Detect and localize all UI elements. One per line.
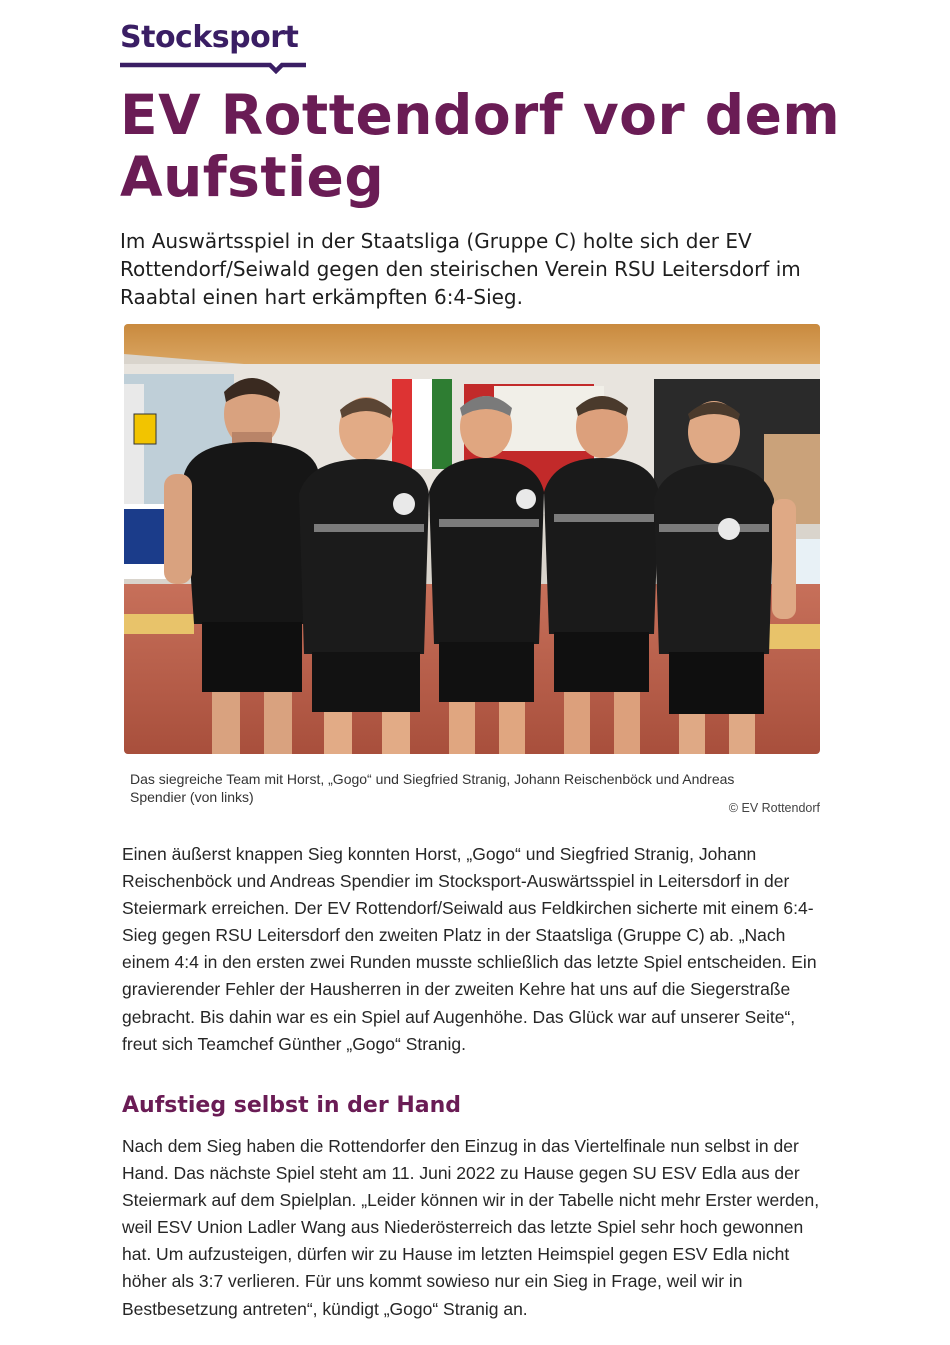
- body-paragraph: Einen äußerst knappen Sieg konnten Horst, „Gogo“ und Siegfried Stranig, Johann Reischenböck und Andreas Spendier im Stocksport-Auswärtsspiel in Leitersdorf in der Steiermark erreichen. Der EV Rottendorf/Seiwald aus Feldkirchen sicherte mit einem 6:4-Sieg gegen RSU Leitersdorf den zweiten Platz in der Staatsliga (Gruppe C) ab. „Nach einem 4:4 in den ersten zwei Runden musste schließlich das letzte Spiel entscheiden. Ein gravierender Fehler der Hausherren in der zweiten Kehre hat uns auf die Siegerstraße gebracht. Bis dahin war es ein Spiel auf Augenhöhe. Das Glück war auf unserer Seite“, freut sich Teamchef Günther „Gogo“ Stranig.: [122, 844, 817, 1054]
- article-photo: [124, 324, 820, 754]
- photo-credit: © EV Rottendorf: [728, 801, 820, 815]
- section-kicker[interactable]: [120, 20, 308, 74]
- kicker-label: Stocksport: [120, 20, 299, 55]
- article-headline: EV Rottendorf vor dem Aufstieg: [120, 83, 841, 209]
- body-paragraph: Nach dem Sieg haben die Rottendorfer den Einzug in das Viertelfinale nun selbst in der Hand. Das nächste Spiel steht am 11. Juni 2022 zu Hause gegen SU ESV Edla aus der Steiermark auf dem Spielplan. „Leider können wir in der Tabelle nicht mehr Erster werden, weil ESV Union Ladler Wang aus Niederösterreich das letzte Spiel sehr hoch gewonnen hat. Um aufzusteigen, dürfen wir zu Hause im letzten Heimspiel gegen ESV Edla nicht höher als 3:7 verlieren. Für uns kommt sowieso nur ein Sieg in Frage, weil wir in Bestbesetzung antreten“, kündigt „Gogo“ Stranig an.: [122, 1136, 820, 1319]
- article-lead: Im Auswärtsspiel in der Staatsliga (Gruppe C) holte sich der EV Rottendorf/Seiwald gegen den steirischen Verein RSU Leitersdorf im Raabtal einen hart erkämpften 6:4-Sieg.: [120, 229, 801, 309]
- section-subheading: Aufstieg selbst in der Hand: [122, 1093, 462, 1118]
- photo-caption: Das siegreiche Team mit Horst, „Gogo“ und Siegfried Stranig, Johann Reischenböck und Andreas Spendier (von links): [130, 771, 735, 805]
- team-photo-illustration: [124, 324, 820, 754]
